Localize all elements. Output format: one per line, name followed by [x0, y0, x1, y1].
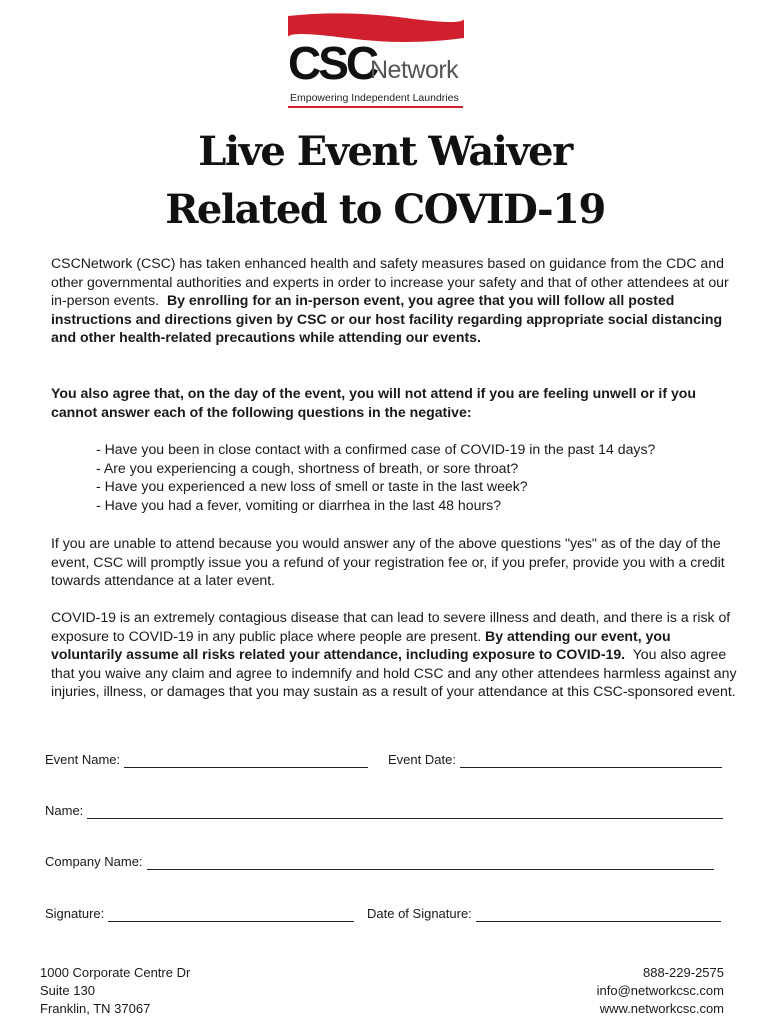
risk-paragraph — [51, 608, 741, 701]
signature-input-line[interactable] — [108, 909, 354, 922]
company-name-input-line[interactable] — [147, 857, 714, 870]
address-line2: Suite 130 — [40, 983, 95, 998]
signature-field — [45, 906, 354, 922]
logo-underline — [288, 106, 463, 108]
name-label: Name: — [45, 803, 84, 818]
screening-questions — [96, 440, 756, 514]
event-date-label: Event Date: — [388, 752, 456, 767]
page-title-line1: Live Event Waiver — [198, 128, 572, 175]
logo-tagline: Empowering Independent Laundries — [290, 92, 459, 104]
footer-contact — [597, 964, 724, 1018]
question-item: - Are you experiencing a cough, shortness of breath, or sore throat? — [96, 459, 519, 476]
refund-paragraph: If you are unable to attend because you would answer any of the above questions "yes" as of the day of the event, CSC will promptly issue you a refund of your registration fee or, if you prefer, provide you with a credit towards attendance at a later event. — [51, 535, 725, 588]
risk-bold-text: By attending our event, you voluntarily assume all risks related your attendance, including exposure to COVID-19. — [51, 627, 671, 662]
event-name-label: Event Name: — [45, 752, 121, 767]
intro-bold-text: By enrolling for an in-person event, you agree that you will follow all posted instructions and directions given by CSC or our host facility regarding appropriate social distancing and other health-related precautions while attending our events. — [51, 292, 723, 345]
question-item: - Have you experienced a new loss of smell or taste in the last week? — [96, 478, 528, 494]
question-item: - Have you been in close contact with a confirmed case of COVID-19 in the past 14 days? — [96, 441, 656, 457]
agreement-paragraph: You also agree that, on the day of the event, you will not attend if you are feeling unwell or if you cannot answer each of the following questions in the negative: — [51, 385, 696, 420]
intro-paragraph — [51, 254, 741, 347]
event-name-input-line[interactable] — [124, 755, 368, 768]
logo-brand-bold: CSC — [288, 37, 377, 89]
risk-text2: You also agree that you waive any claim and agree to indemnify and hold CSC and any other attendees harmless against any injuries, illness, or damages that you may sustain as a result of your attendance at this CSC-sponsored event. — [51, 646, 737, 699]
name-field — [45, 803, 723, 819]
risk-text1: COVID-19 is an extremely contagious disease that can lead to severe illness and death, and there is a risk of exposure to COVID-19 in any public place where people are present. — [51, 609, 731, 644]
signature-label: Signature: — [45, 906, 105, 921]
date-of-signature-field — [367, 906, 721, 922]
page-title-line2: Related to COVID-19 — [165, 186, 605, 233]
company-name-label: Company Name: — [45, 854, 143, 869]
address-line3: Franklin, TN 37067 — [40, 1001, 151, 1016]
date-of-signature-label: Date of Signature: — [367, 906, 472, 921]
csc-network-logo — [286, 12, 466, 108]
address-line1: 1000 Corporate Centre Dr — [40, 965, 191, 980]
question-item: - Have you had a fever, vomiting or diarrhea in the last 48 hours? — [96, 496, 502, 513]
event-date-field — [388, 752, 722, 768]
event-name-field — [45, 752, 368, 768]
contact-email[interactable]: info@networkcsc.com — [596, 983, 724, 998]
company-name-field — [45, 854, 714, 870]
contact-phone: 888-229-2575 — [643, 965, 724, 980]
contact-website[interactable]: www.networkcsc.com — [599, 1001, 724, 1016]
intro-text: CSCNetwork (CSC) has taken enhanced health and safety measures based on guidance from the CDC and other governmental authorities and experts in order to increase your safety and that of other attendees at our in-person events. — [51, 255, 729, 308]
date-of-signature-input-line[interactable] — [476, 909, 721, 922]
logo-brand-light: Network — [370, 56, 459, 84]
footer-address — [40, 964, 190, 1018]
name-input-line[interactable] — [87, 806, 723, 819]
event-date-input-line[interactable] — [460, 755, 722, 768]
